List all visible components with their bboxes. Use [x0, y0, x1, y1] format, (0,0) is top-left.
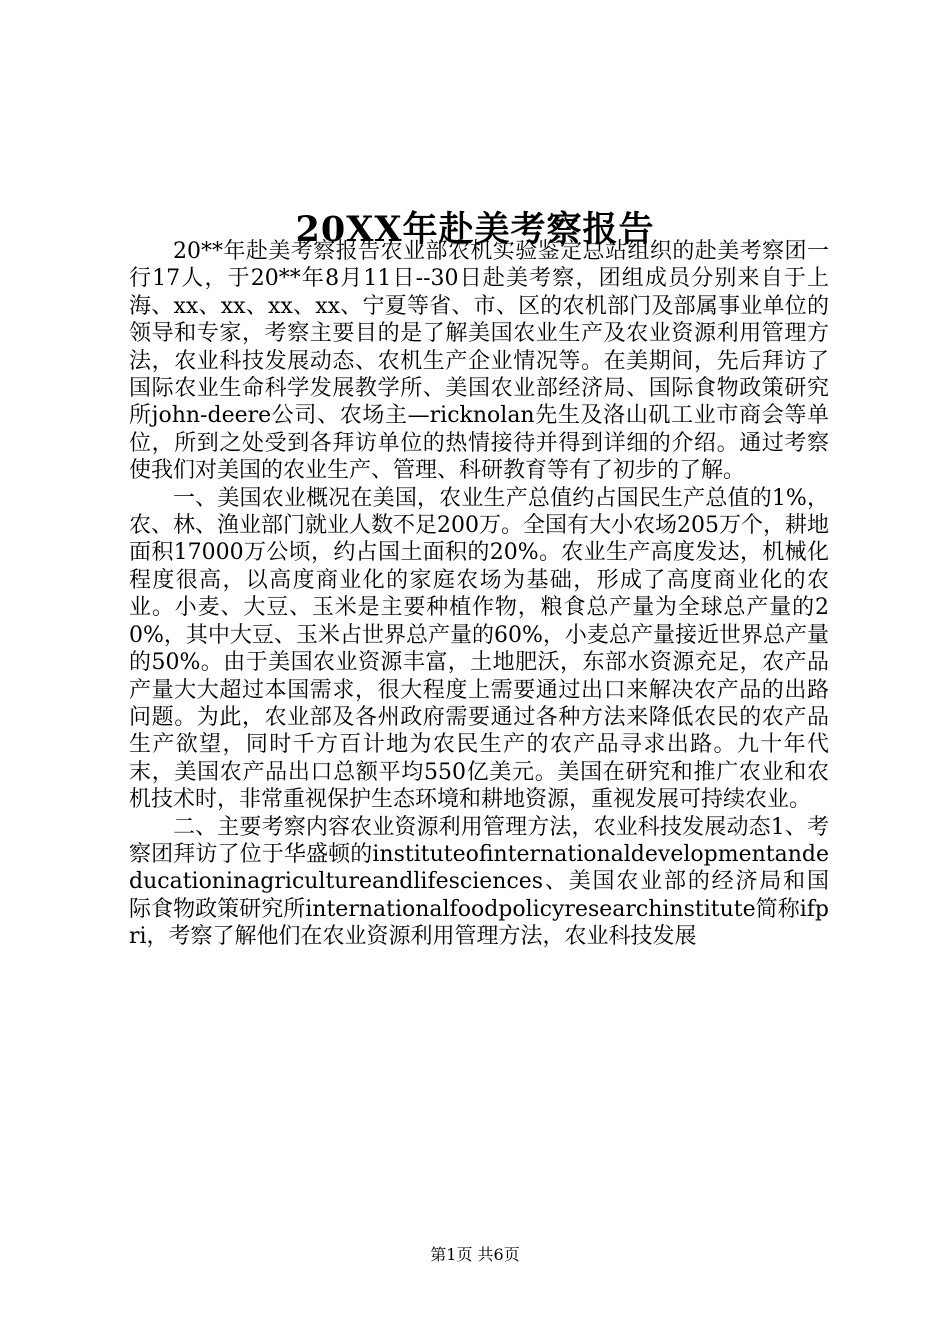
paragraph-section-one: 一、美国农业概况在美国，农业生产总值约占国民生产总值的1%，农、林、渔业部门就业人数不足200万。全国有大小农场205万个，耕地面积17000万公顷，约占国土面积的20%。农业生产高度发达，机械化程度很高，以高度商业化的家庭农场为基础，形成了高度商业化的农业。小麦、大豆、玉米是主要种植作物，粮食总产量为全球总产量的20%，其中大豆、玉米占世界总产量的60%，小麦总产量接近世界总产量的50%。由于美国农业资源丰富，土地肥沃，东部水资源充足，农产品产量大大超过本国需求，很大程度上需要通过出口来解决农产品的出路问题。为此，农业部及各州政府需要通过各种方法来降低农民的农产品生产欲望，同时千方百计地为农民生产的农产品寻求出路。九十年代末，美国农产品出口总额平均550亿美元。美国在研究和推广农业和农机技术时，非常重视保护生态环境和耕地资源，重视发展可持续农业。 [129, 485, 829, 813]
document-body [129, 238, 829, 951]
document-title: 20XX年赴美考察报告 [295, 209, 655, 251]
paragraph-intro: 20**年赴美考察报告农业部农机实验鉴定总站组织的赴美考察团一行17人，于20**年8月11日--30日赴美考察，团组成员分别来自于上海、xx、xx、xx、xx、宁夏等省、市、区的农机部门及部属事业单位的领导和专家，考察主要目的是了解美国农业生产及农业资源利用管理方法，农业科技发展动态、农机生产企业情况等。在美期间，先后拜访了国际农业生命科学发展教学所、美国农业部经济局、国际食物政策研究所john-deere公司、农场主—ricknolan先生及洛山矶工业市商会等单位，所到之处受到各拜访单位的热情接待并得到详细的介绍。通过考察使我们对美国的农业生产、管理、科研教育等有了初步的了解。 [129, 239, 829, 484]
page-footer: 第1页 共6页 [430, 1245, 520, 1264]
paragraph-section-two: 二、主要考察内容农业资源利用管理方法，农业科技发展动态1、考察团拜访了位于华盛顿的instituteofinternationaldevelopmentandeducationinagricultureandlifesciences、美国农业部的经济局和国际食物政策研究所internationalfoodpolicyresearchinstitute简称ifpri，考察了解他们在农业资源利用管理方法，农业科技发展 [129, 814, 829, 950]
